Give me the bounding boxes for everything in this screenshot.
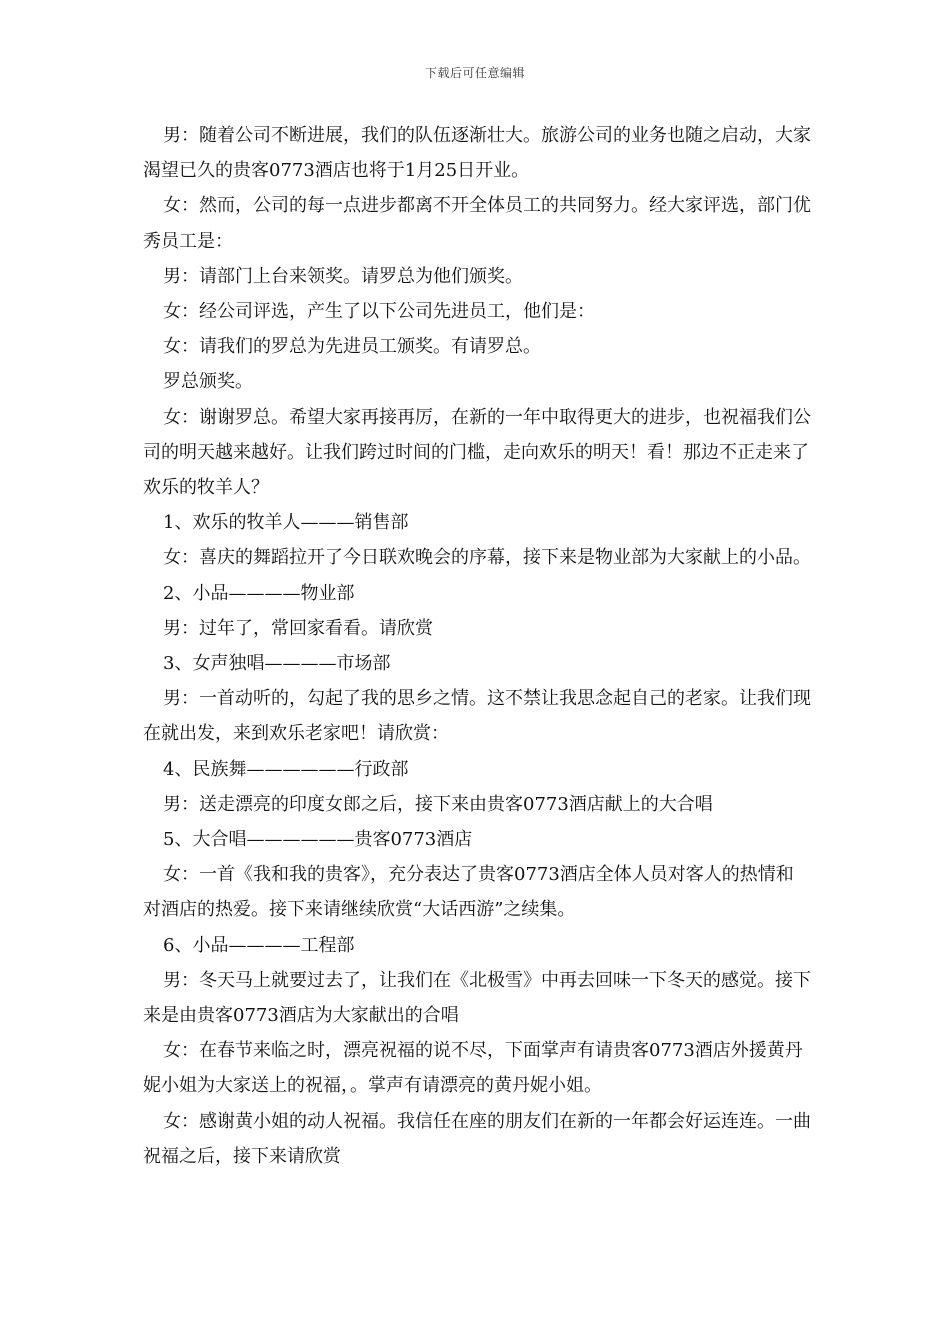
program-item: 3、女声独唱————市场部 <box>163 653 391 675</box>
program-item: 2、小品————物业部 <box>163 582 355 604</box>
paragraph: 女：在春节来临之时，漂亮祝福的说不尽，下面掌声有请贵客0773酒店外援黄丹妮小姐为大家送上的祝福，。掌声有请漂亮的黄丹妮小姐。 <box>143 1040 803 1097</box>
paragraph: 女：感谢黄小姐的动人祝福。我信任在座的朋友们在新的一年都会好运连连。一曲祝福之后，接下来请欣赏 <box>143 1110 811 1167</box>
paragraph: 女：一首《我和我的贵客》，充分表达了贵客0773酒店全体人员对客人的热情和对酒店的热爱。接下来请继续欣赏“大话西游”之续集。 <box>143 864 794 921</box>
paragraph: 男：随着公司不断进展，我们的队伍逐渐壮大。旅游公司的业务也随之启动，大家渴望已久的贵客0773酒店也将于1月25日开业。 <box>143 125 811 182</box>
paragraph: 女：喜庆的舞蹈拉开了今日联欢晚会的序幕，接下来是物业部为大家献上的小品。 <box>163 547 811 569</box>
paragraph: 男：一首动听的，勾起了我的思乡之情。这不禁让我思念起自己的老家。让我们现在就出发，来到欢乐老家吧！请欣赏： <box>143 688 811 745</box>
paragraph: 罗总颁奖。 <box>163 371 253 393</box>
paragraph: 女：然而，公司的每一点进步都离不开全体员工的共同努力。经大家评选，部门优秀员工是： <box>143 195 811 252</box>
paragraph: 女：请我们的罗总为先进员工颁奖。有请罗总。 <box>163 336 541 358</box>
program-item: 4、民族舞——————行政部 <box>163 758 409 780</box>
document-body <box>143 118 811 1174</box>
paragraph: 男：过年了，常回家看看。请欣赏 <box>163 617 433 639</box>
paragraph: 男：送走漂亮的印度女郎之后，接下来由贵客0773酒店献上的大合唱 <box>163 793 713 815</box>
paragraph: 女：经公司评选，产生了以下公司先进员工，他们是： <box>163 301 595 323</box>
page-header: 下载后可任意编辑 <box>424 66 525 80</box>
program-item: 1、欢乐的牧羊人———销售部 <box>163 512 409 534</box>
paragraph: 男：请部门上台来领奖。请罗总为他们颁奖。 <box>163 265 523 287</box>
program-item: 5、大合唱——————贵客0773酒店 <box>163 829 473 851</box>
program-item: 6、小品————工程部 <box>163 934 355 956</box>
paragraph: 女：谢谢罗总。希望大家再接再厉，在新的一年中取得更大的进步，也祝福我们公司的明天越来越好。让我们跨过时间的门槛，走向欢乐的明天！看！那边不正走来了欢乐的牧羊人？ <box>143 406 811 499</box>
paragraph: 男：冬天马上就要过去了，让我们在《北极雪》中再去回味一下冬天的感觉。接下来是由贵客0773酒店为大家献出的合唱 <box>143 969 811 1027</box>
